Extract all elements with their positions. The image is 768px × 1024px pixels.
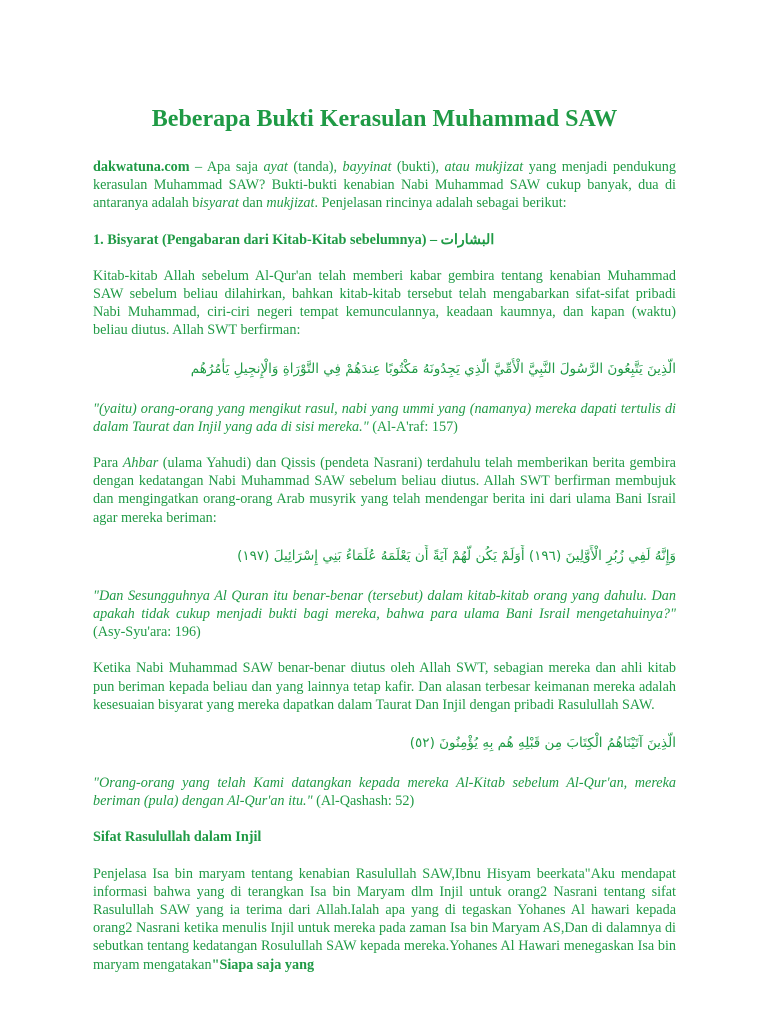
site-name: dakwatuna.com (93, 159, 190, 175)
paragraph-ketika: Ketika Nabi Muhammad SAW benar-benar diutus oleh Allah SWT, sebagian mereka dan ahli kitab pun beriman kepada beliau dan yang lainnya tetap kafir. Dan alasan terbesar keimanan mereka adalah kesesuaian bisyarat yang mereka dapatkan dalam Taurat Dan Injil dengan pribadi Rasulullah SAW. (93, 660, 676, 713)
paragraph-injil: Penjelasa Isa bin maryam tentang kenabian Rasulullah SAW,Ibnu Hisyam beerkata"Aku mendapat informasi bahwa yang di terangkan Isa bin Maryam dlm Injil untuk orang2 Nasrani tentang sifat Rasulullah SAW yang ia terima dari Allah.Ialah apa yang di tegaskan Yohanes Al hawari kepada orang2 Nasrani ketika menulis Injil untuk mereka pada zaman Isa bin Maryam AS,Dan di dalamnya di sebutkan tentang kedatangan Rosulullah SAW kepada mereka.Yohanes Al Hawari menegaskan Isa bin maryam mengatakan"Siapa saja yang (93, 865, 676, 973)
section-heading-bisyarat: 1. Bisyarat (Pengabaran dari Kitab-Kitab sebelumnya) – البشارات (93, 231, 495, 248)
section-heading-injil: Sifat Rasulullah dalam Injil (93, 829, 262, 846)
arabic-verse-3: الَّذِينَ آتَيْنَاهُمُ الْكِتَابَ مِن قَبْلِهِ هُم بِهِ يُؤْمِنُونَ (٥٢) (409, 735, 676, 752)
arabic-verse-1: الَّذِينَ يَتَّبِعُونَ الرَّسُولَ النَّبِيَّ الْأُمِّيَّ الَّذِي يَجِدُونَهُ مَكْتُوبًا عِندَهُمْ فِي التَّوْرَاةِ وَالْإِنجِيلِ يَأْمُرُهُم (190, 360, 676, 377)
translation-3: "Orang-orang yang telah Kami datangkan kepada mereka Al-Kitab sebelum Al-Qur'an, mereka beriman (pula) dengan Al-Qur'an itu." (Al-Qashash: 52) (93, 775, 676, 810)
paragraph-ahbar: Para Ahbar (ulama Yahudi) dan Qissis (pendeta Nasrani) terdahulu telah memberikan berita gembira dengan kedatangan Nabi Muhammad SAW sebelum beliau diutus. Allah SWT berfirman membujuk dan mengingatkan orang-orang Arab musyrik yang telah mendengar berita ini dari ulama Bani Israil agar mereka beriman: (93, 455, 676, 526)
verse-reference-3: (Al-Qashash: 52) (312, 793, 415, 810)
arabic-verse-2: وَإِنَّهُ لَفِي زُبُرِ الْأَوَّلِينَ (١٩٦) أَوَلَمْ يَكُن لَّهُمْ آيَةً أَن يَعْلَمَهُ عُلَمَاءُ بَنِي إِسْرَائِيلَ (١٩٧) (237, 547, 676, 564)
page-title: Beberapa Bukti Kerasulan Muhammad SAW (151, 106, 618, 132)
translation-2: "Dan Sesungguhnya Al Quran itu benar-benar (tersebut) dalam kitab-kitab orang yang dahulu. Dan apakah tidak cukup menjadi bukti bagi mereka, bahwa para ulama Bani Israil mengetahuinya?" (Asy-Syu'ara: 196) (93, 587, 676, 641)
intro-paragraph: dakwatuna.com – Apa saja ayat (tanda), bayyinat (bukti), atau mukjizat yang menjadi pendukung kerasulan Muhammad SAW? Bukti-bukti kenabian Nabi Muhammad SAW cukup banyak, dua di antaranya adalah bisyarat dan mukjizat. Penjelasan rincinya adalah sebagai berikut: (93, 159, 676, 212)
translation-1: "(yaitu) orang-orang yang mengikut rasul, nabi yang ummi yang (namanya) mereka dapati tertulis di dalam Taurat dan Injil yang ada di sisi mereka." (Al-A'raf: 157) (93, 400, 676, 435)
verse-reference-1: (Al-A'raf: 157) (368, 418, 458, 435)
paragraph-kitab: Kitab-kitab Allah sebelum Al-Qur'an telah memberi kabar gembira tentang kenabian Muhammad SAW sebelum beliau dilahirkan, bahkan kitab-kitab tersebut telah mengabarkan sifat-sifat pribadi Nabi Muhammad, ciri-ciri negeri tempat kemunculannya, keadaan kaumnya, dan kapan (waktu) beliau diutus. Allah SWT berfirman: (93, 267, 676, 339)
verse-reference-2: (Asy-Syu'ara: 196) (93, 624, 201, 641)
